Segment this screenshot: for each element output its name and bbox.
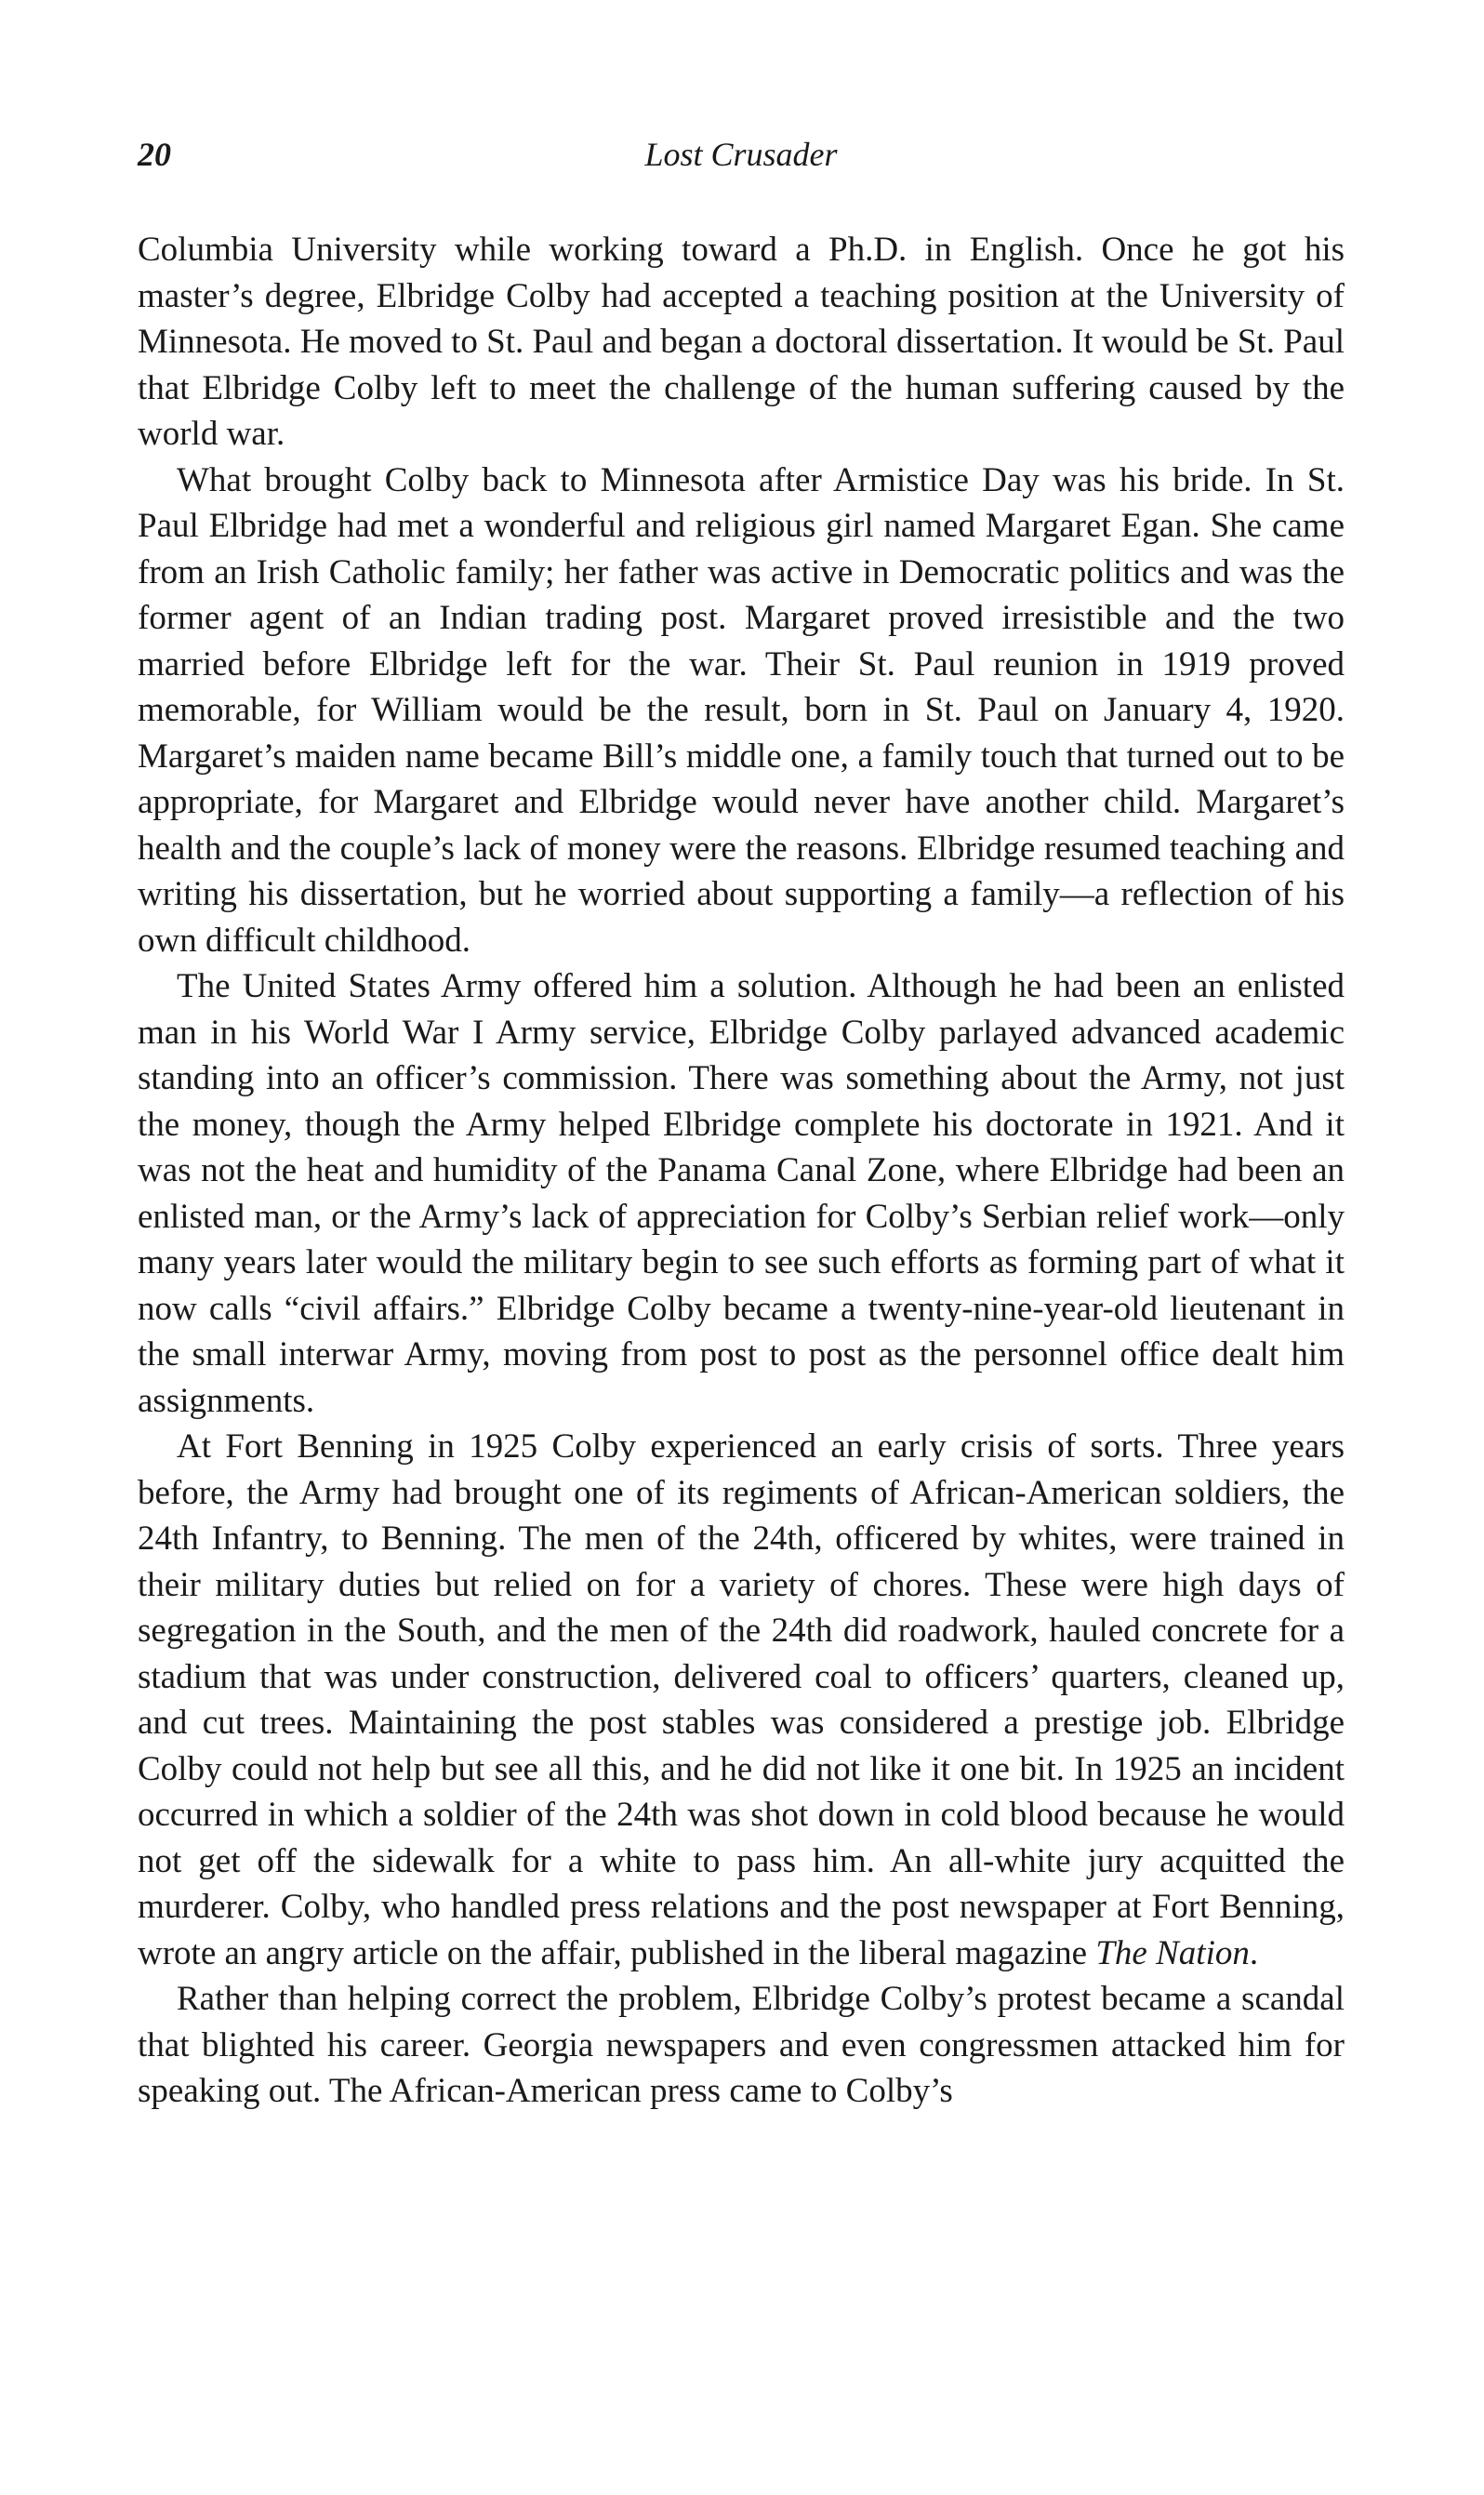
paragraph-5: Rather than helping correct the problem, Elbridge Colby’s protest became a scandal that blighted his career. Georgia newspapers and even congressmen attacked him for speaking out. The African-American press came to Colby’s	[138, 1980, 1345, 2110]
paragraph-4-text: At Fort Benning in 1925 Colby experienced an early crisis of sorts. Three years before, the Army had brought one of its regiments of African-American soldiers, the 24th Infantry, to Benning. The men of the 24th, officered by whites, were trained in their military duties but relied on for a variety of chores. These were high days of segregation in the South, and the men of the 24th did roadwork, hauled concrete for a stadium that was under construction, delivered coal to officers’ quarters, cleaned up, and cut trees. Maintaining the post stables was considered a prestige job. Elbridge Colby could not help but see all this, and he did not like it one bit. In 1925 an incident occurred in which a soldier of the 24th was shot down in cold blood because he would not get off the sidewalk for a white to pass him. An all-white jury acquitted the murderer. Colby, who handled press relations and the post newspaper at Fort Benning, wrote an angry article on the affair, published in the liberal magazine	[138, 1427, 1345, 1972]
paragraph-4-end: .	[1249, 1933, 1259, 1972]
paragraph-1: Columbia University while working toward a Ph.D. in English. Once he got his master’s degree, Elbridge Colby had accepted a teaching position at the University of Minnesota. He moved to St. Paul and began a doctoral dissertation. It would be St. Paul that Elbridge Colby left to meet the challenge of the human suffering caused by the world war.	[138, 231, 1345, 453]
page-number: 20	[138, 136, 171, 173]
body-text	[138, 227, 1345, 2115]
book-title: Lost Crusader	[644, 136, 838, 173]
paragraph-3: The United States Army offered him a solution. Although he had been an enlisted man in his World War I Army service, Elbridge Colby parlayed advanced academic standing into an officer’s commission. There was something about the Army, not just the money, though the Army helped Elbridge complete his doctorate in 1921. And it was not the heat and humidity of the Panama Canal Zone, where Elbridge had been an enlisted man, or the Army’s lack of appreciation for Colby’s Serbian relief work—only many years later would the military begin to see such efforts as forming part of what it now calls “civil affairs.” Elbridge Colby became a twenty-nine-year-old lieutenant in the small interwar Army, moving from post to post as the personnel office dealt him assignments.	[138, 967, 1345, 1420]
magazine-title: The Nation	[1095, 1933, 1250, 1972]
paragraph-4	[138, 1424, 1345, 1976]
running-head	[138, 128, 1345, 180]
paragraph-2: What brought Colby back to Minnesota after Armistice Day was his bride. In St. Paul Elbridge had met a wonderful and religious girl named Margaret Egan. She came from an Irish Catholic family; her father was active in Democratic politics and was the former agent of an Indian trading post. Margaret proved irresistible and the two married before Elbridge left for the war. Their St. Paul reunion in 1919 proved memorable, for William would be the result, born in St. Paul on January 4, 1920. Margaret’s maiden name became Bill’s middle one, a family touch that turned out to be appropriate, for Margaret and Elbridge would never have another child. Margaret’s health and the couple’s lack of money were the reasons. Elbridge resumed teaching and writing his dissertation, but he worried about supporting a family—a reflection of his own difficult childhood.	[138, 460, 1345, 960]
